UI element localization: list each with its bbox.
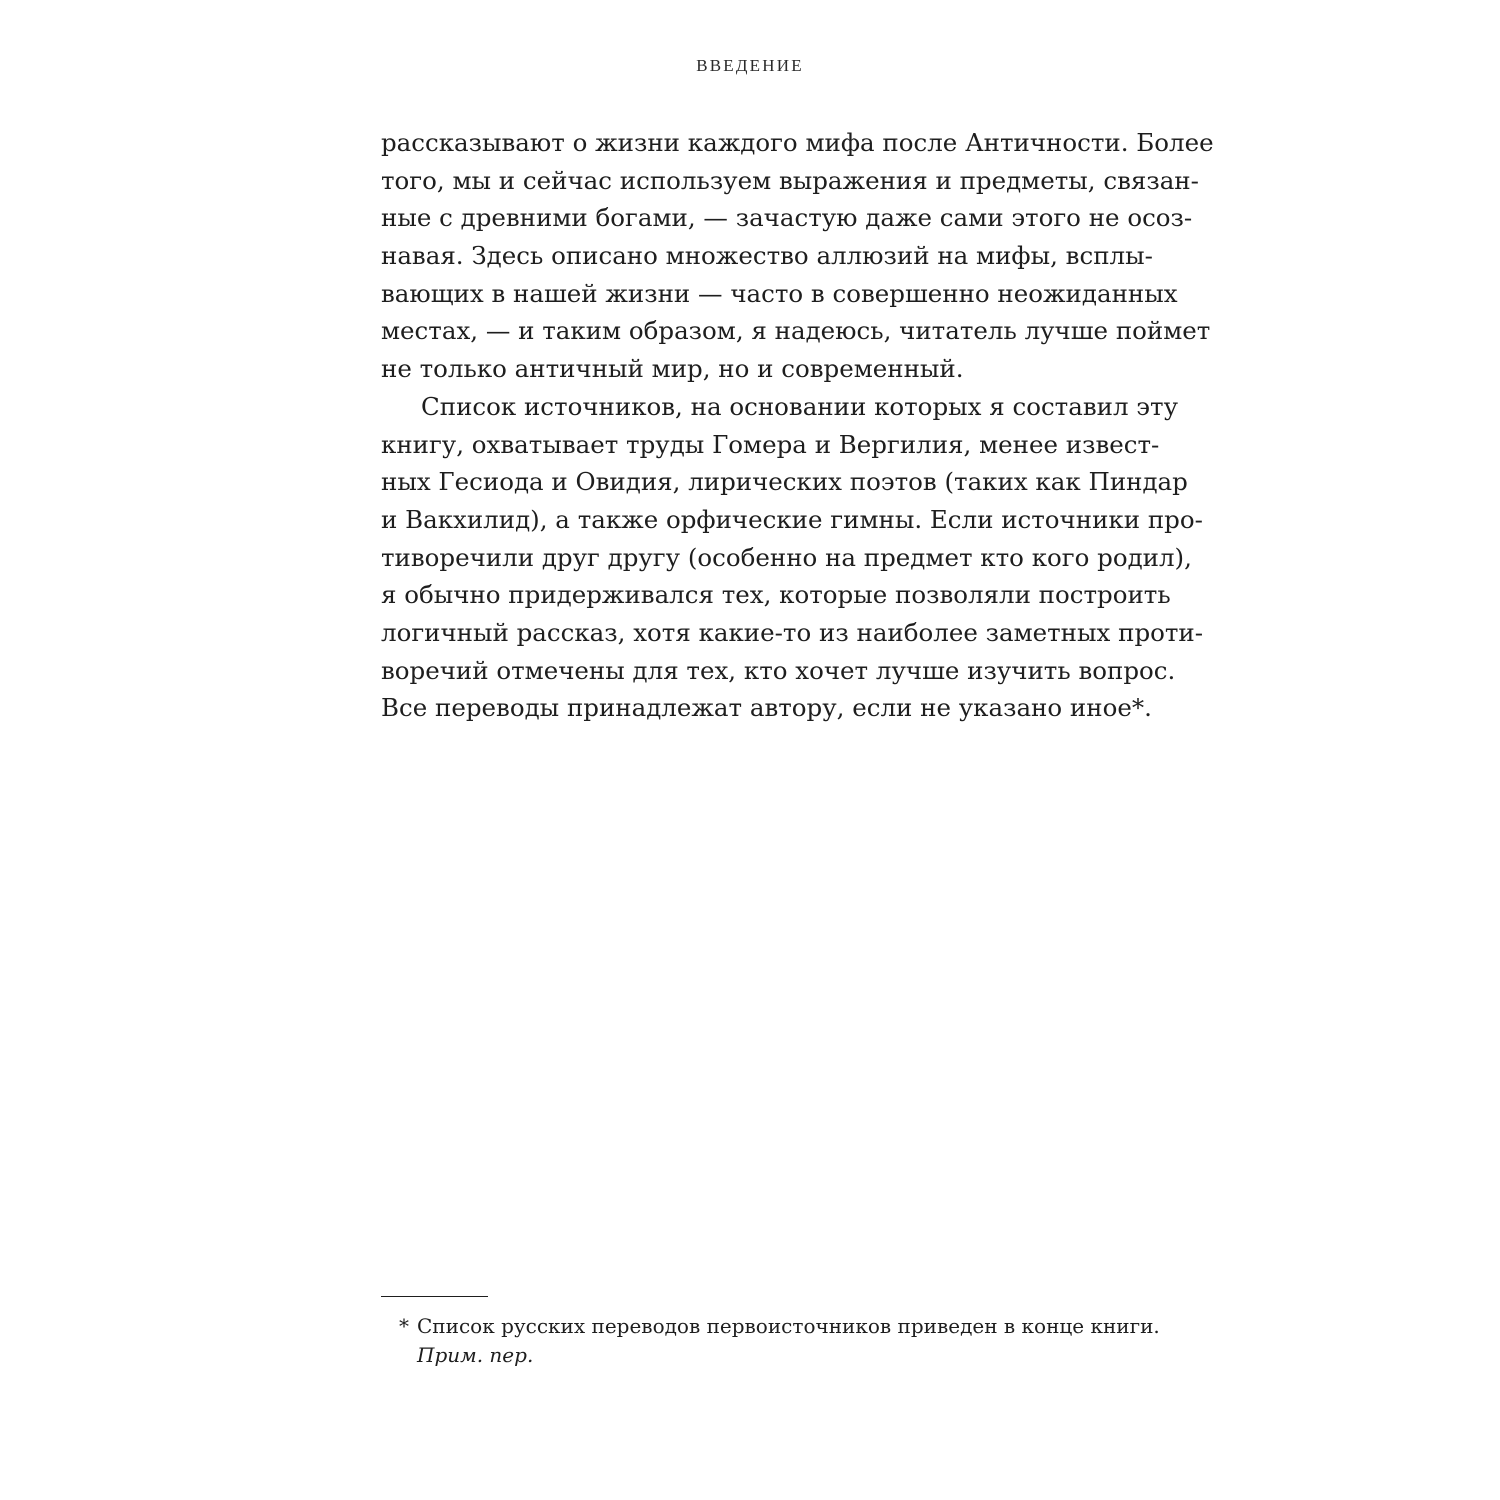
text-line: местах, — и таким образом, я надеюсь, читатель лучше поймет (381, 316, 1211, 346)
text-line: воречий отмечены для тех, кто хочет лучше изучить вопрос. (381, 655, 1176, 685)
body-text (381, 124, 1214, 727)
text-line: логичный рассказ, хотя какие-то из наиболее заметных проти- (381, 617, 1204, 647)
text-line: ных Гесиода и Овидия, лирических поэтов (таких как Пиндар (381, 467, 1188, 497)
text-line: вающих в нашей жизни — часто в совершенно неожиданных (381, 278, 1178, 308)
text-line: Список источников, на основании которых я составил эту (421, 391, 1178, 421)
footnote (381, 1312, 1160, 1370)
paragraph-1 (381, 124, 1214, 388)
text-line: не только античный мир, но и современный. (381, 354, 964, 384)
footnote-line (381, 1312, 1160, 1341)
text-line: тиворечили друг другу (особенно на предмет кто кого родил), (381, 542, 1192, 572)
text-line: книгу, охватывает труды Гомера и Вергилия, менее извест- (381, 429, 1160, 459)
footnote-mark: * (399, 1314, 409, 1338)
text-line: ные с древними богами, — зачастую даже сами этого не осоз- (381, 203, 1193, 233)
footnote-attribution: Прим. пер. (417, 1343, 534, 1367)
running-head: ВВЕДЕНИЕ (696, 56, 804, 75)
footnote-line (381, 1341, 1126, 1370)
text-line: и Вакхилид), а также орфические гимны. Если источники про- (381, 504, 1203, 534)
paragraph-2 (381, 388, 1204, 727)
footnote-divider (381, 1296, 488, 1297)
text-line: навая. Здесь описано множество аллюзий на мифы, всплы- (381, 241, 1153, 271)
text-line: того, мы и сейчас используем выражения и предметы, связан- (381, 165, 1199, 195)
text-line: я обычно придерживался тех, которые позволяли построить (381, 580, 1171, 610)
text-line: Все переводы принадлежат автору, если не указано иное*. (381, 693, 1152, 723)
footnote-text: Список русских переводов первоисточников приведен в конце книги. (417, 1314, 1160, 1338)
text-line: рассказывают о жизни каждого мифа после Античности. Более (381, 128, 1214, 157)
